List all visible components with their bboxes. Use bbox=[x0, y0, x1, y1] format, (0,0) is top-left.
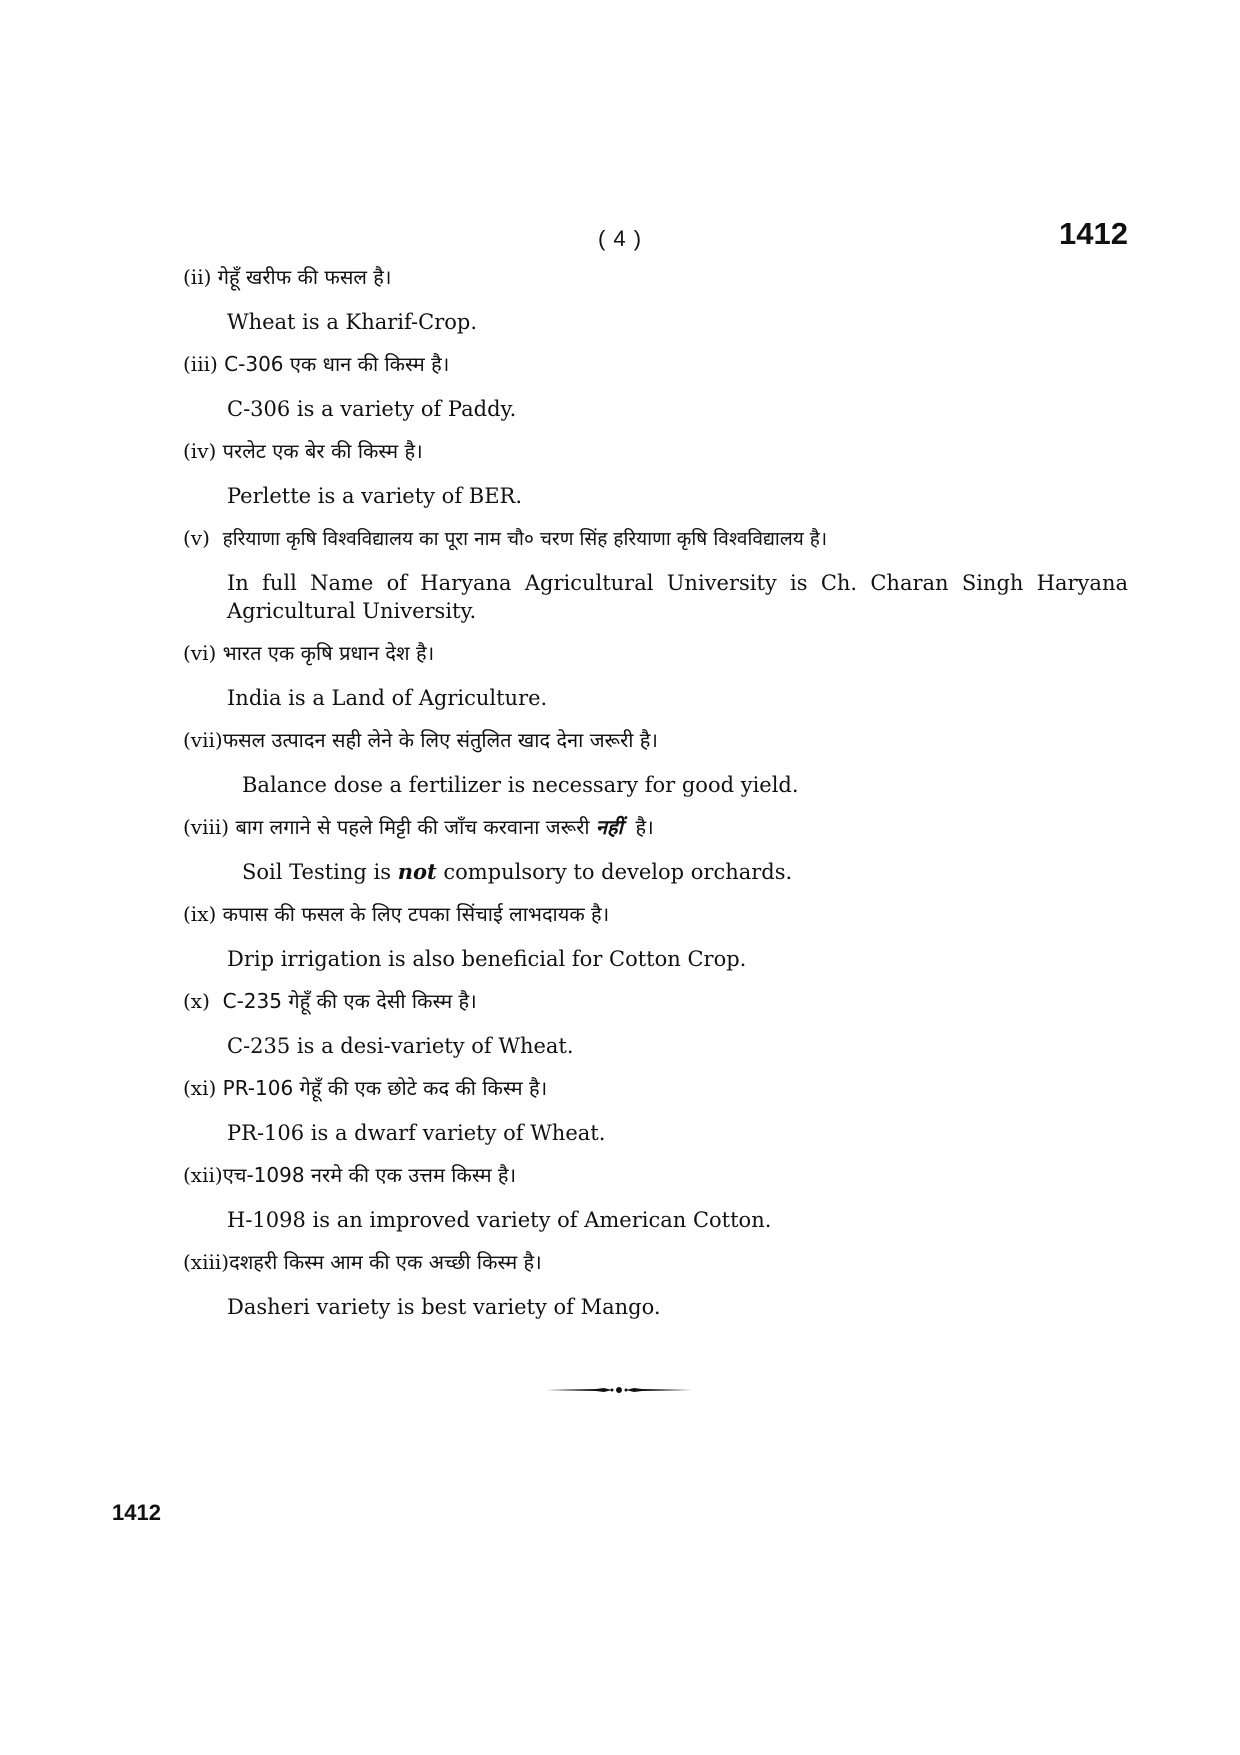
statement-english: In full Name of Haryana Agricultural University is Ch. Charan Singh Haryana Agricultural University. bbox=[227, 571, 1128, 623]
statement-hindi-text: दशहरी किस्म आम की एक अच्छी किस्म है। bbox=[229, 1250, 542, 1274]
statement-number: (xi) bbox=[183, 1076, 217, 1100]
statement-hindi-text: एच-1098 नरमे की एक उत्तम किस्म है। bbox=[222, 1163, 517, 1187]
statement-hindi bbox=[183, 1073, 547, 1103]
statement-number: (iii) bbox=[183, 352, 218, 376]
statement-item bbox=[183, 986, 1128, 1073]
statement-number: (xiii) bbox=[183, 1250, 230, 1274]
statement-hindi-text: C-306 एक धान की किस्म है। bbox=[224, 352, 450, 376]
statement-item bbox=[183, 436, 1128, 523]
statement-english: Perlette is a variety of BER. bbox=[227, 484, 523, 508]
statement-item bbox=[183, 725, 1128, 812]
statement-english: Wheat is a Kharif-Crop. bbox=[227, 310, 478, 334]
statement-item bbox=[183, 523, 1128, 638]
statement-hindi bbox=[183, 523, 827, 554]
statement-hindi-text: परलेट एक बेर की किस्म है। bbox=[222, 439, 423, 463]
statement-hindi-text: बाग लगाने से पहले मिट्टी की जाँच करवाना जरूरी bbox=[235, 815, 590, 839]
paper-code-footer: 1412 bbox=[112, 1500, 161, 1525]
statement-item bbox=[183, 1160, 1128, 1247]
statement-hindi bbox=[183, 262, 391, 292]
statement-number: (ix) bbox=[183, 902, 217, 926]
statement-item bbox=[183, 899, 1128, 986]
statement-hindi bbox=[183, 986, 477, 1016]
emphasis-word: नहीं bbox=[595, 815, 623, 839]
statement-hindi bbox=[183, 725, 658, 755]
statement-english: H-1098 is an improved variety of American Cotton. bbox=[227, 1208, 772, 1232]
statement-hindi-text: C-235 गेहूँ की एक देसी किस्म है। bbox=[222, 989, 477, 1013]
statement-hindi bbox=[183, 638, 434, 668]
statement-english: C-306 is a variety of Paddy. bbox=[227, 397, 517, 421]
statement-hindi bbox=[183, 349, 449, 379]
statement-item bbox=[183, 349, 1128, 436]
statement-hindi bbox=[183, 436, 423, 466]
statement-hindi-text: PR-106 गेहूँ की एक छोटे कद की किस्म है। bbox=[222, 1076, 548, 1100]
statement-english: PR-106 is a dwarf variety of Wheat. bbox=[227, 1121, 606, 1145]
paper-code-header: 1412 bbox=[1059, 216, 1128, 251]
page-number: ( 4 ) bbox=[597, 226, 643, 251]
statement-item bbox=[183, 1073, 1128, 1160]
statement-hindi-text: गेहूँ खरीफ की फसल है। bbox=[217, 265, 392, 289]
statement-item bbox=[183, 812, 1128, 899]
statement-item bbox=[183, 262, 1128, 349]
statement-number: (ii) bbox=[183, 265, 212, 289]
statement-number: (vii) bbox=[183, 728, 223, 752]
statement-english-text: compulsory to develop orchards. bbox=[443, 860, 793, 884]
statement-number: (v) bbox=[183, 526, 210, 550]
statement-number: (vi) bbox=[183, 641, 217, 665]
statement-hindi bbox=[183, 1247, 542, 1277]
statement-hindi-text: भारत एक कृषि प्रधान देश है। bbox=[222, 641, 435, 665]
statement-number: (x) bbox=[183, 989, 210, 1013]
statement-number: (xii) bbox=[183, 1163, 223, 1187]
statement-english-text: Soil Testing is bbox=[242, 860, 392, 884]
statement-number: (iv) bbox=[183, 439, 217, 463]
statement-hindi-text: कपास की फसल के लिए टपका सिंचाई लाभदायक है। bbox=[222, 902, 610, 926]
statement-hindi bbox=[183, 1160, 516, 1190]
statement-english: India is a Land of Agriculture. bbox=[227, 686, 548, 710]
statement-number: (viii) bbox=[183, 815, 230, 839]
statement-hindi-text: हरियाणा कृषि विश्वविद्यालय का पूरा नाम चौ० चरण सिंह हरियाणा कृषि विश्वविद्यालय है। bbox=[222, 528, 828, 550]
statement-hindi bbox=[183, 812, 654, 842]
statement-hindi-text: है। bbox=[635, 815, 654, 839]
statement-hindi bbox=[183, 899, 609, 929]
statement-english: Drip irrigation is also beneficial for Cotton Crop. bbox=[227, 947, 747, 971]
statement-english: C-235 is a desi-variety of Wheat. bbox=[227, 1034, 574, 1058]
statement-item bbox=[183, 638, 1128, 725]
statement-item bbox=[183, 1247, 1128, 1334]
statement-hindi-text: फसल उत्पादन सही लेने के लिए संतुलित खाद देना जरूरी है। bbox=[222, 728, 658, 752]
statement-english bbox=[242, 858, 1128, 886]
end-ornament-divider bbox=[546, 1384, 692, 1396]
statement-english: Balance dose a fertilizer is necessary for good yield. bbox=[242, 773, 799, 797]
statement-list bbox=[183, 262, 1128, 1334]
statement-english: Dasheri variety is best variety of Mango. bbox=[227, 1295, 661, 1319]
emphasis-word: not bbox=[397, 859, 437, 884]
